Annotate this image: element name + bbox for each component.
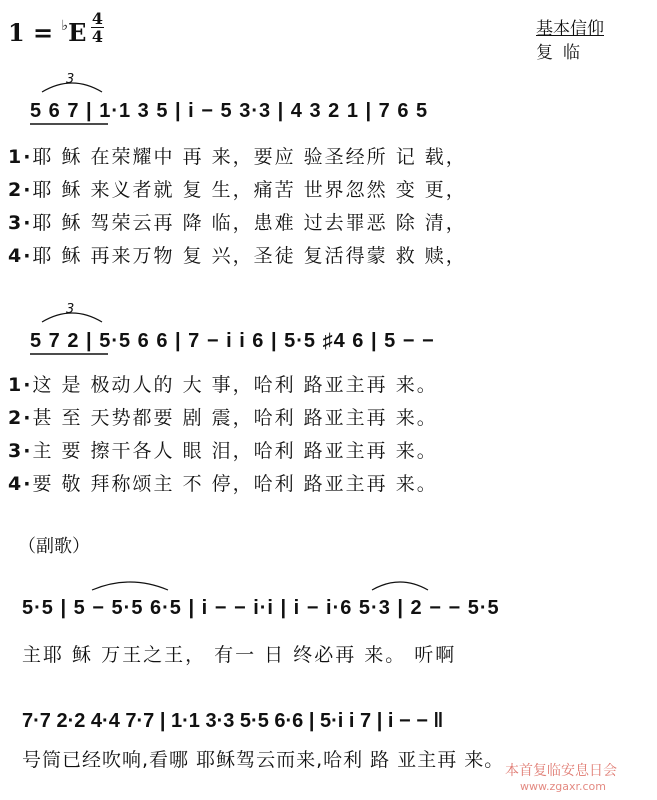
song-title: 基本信仰 bbox=[536, 19, 604, 38]
verse-2-line-1: 2·耶 稣 来义者就 复 生，痛苦 世界忽然 变 更， bbox=[8, 179, 467, 201]
verse-3-line-1: 3·耶 稣 驾荣云再 降 临，患难 过去罪恶 除 清， bbox=[8, 212, 467, 234]
chorus-lyrics-2: 号筒已经吹响,看哪 耶稣驾云而来,哈利 路 亚主再 来。 bbox=[22, 749, 505, 771]
chorus-label: （副歌） bbox=[18, 536, 90, 557]
triplet-mark: 3 bbox=[66, 72, 75, 87]
time-signature: 4 4 bbox=[91, 9, 104, 46]
chorus-lyrics-1: 主耶 稣 万王之王， 有一 日 终必再 来。 听啊 bbox=[22, 644, 457, 666]
author: 复临 bbox=[536, 43, 590, 62]
verse-1-line-1: 1·耶 稣 在荣耀中 再 来，要应 验圣经所 记 载， bbox=[8, 146, 467, 168]
verse-2-line-2: 2·甚 至 天势都要 剧 震，哈利 路亚主再 来。 bbox=[8, 407, 438, 429]
verse-3-line-2: 3·主 要 擦干各人 眼 泪，哈利 路亚主再 来。 bbox=[8, 440, 438, 462]
triplet-mark: 3 bbox=[66, 302, 75, 317]
chorus-notation-1: 5·5 | 5 − 5·5 6·5 | i − − i·i | i − i·6 5·3 | 2 − − 5·5 bbox=[22, 597, 500, 619]
verse-4-line-1: 4·耶 稣 再来万物 复 兴，圣徒 复活得蒙 救 赎， bbox=[8, 245, 467, 267]
notation-line-2: 5 7 2 | 5·5 6 6 | 7 − i i 6 | 5·5 ♯4 6 | 5 − − bbox=[30, 330, 435, 352]
verse-4-line-2: 4·要 敬 拜称颂主 不 停，哈利 路亚主再 来。 bbox=[8, 473, 438, 495]
verse-1-line-2: 1·这 是 极动人的 大 事，哈利 路亚主再 来。 bbox=[8, 374, 438, 396]
key-signature: 1 = ♭E bbox=[8, 18, 87, 47]
watermark-text: 本首复临安息日会 bbox=[505, 763, 617, 779]
chorus-notation-2: 7·7 2·2 4·4 7·7 | 1·1 3·3 5·5 6·6 | 5·i i 7 | i − − ‖ bbox=[22, 710, 444, 732]
notation-line-1: 5 6 7 | 1·1 3 5 | i − 5 3·3 | 4 3 2 1 | 7 6 5 bbox=[30, 100, 429, 122]
watermark-url: www.zgaxr.com bbox=[520, 780, 606, 793]
